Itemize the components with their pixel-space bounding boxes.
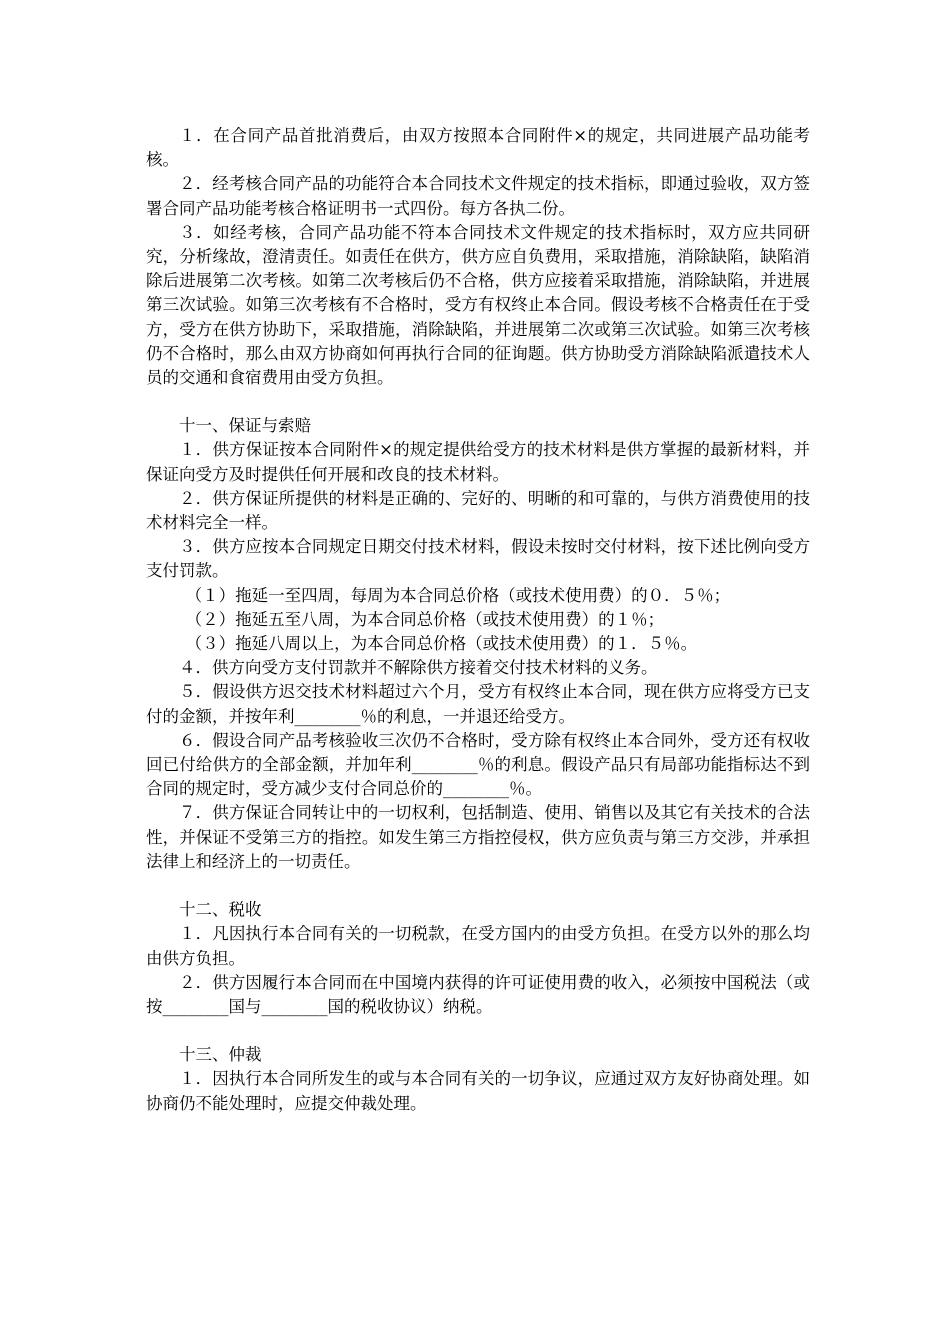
paragraph: ４．供方向受方支付罚款并不解除供方接着交付技术材料的义务。 bbox=[179, 658, 658, 678]
sub-item: （３）拖延八周以上，为本合同总价格（或技术使用费）的１．５％。 bbox=[185, 634, 698, 654]
document-page bbox=[146, 124, 810, 1116]
section-heading-arbitration: 十三、仲裁 bbox=[179, 1045, 262, 1065]
section-heading-tax: 十二、税收 bbox=[179, 900, 262, 920]
paragraph: １．在合同产品首批消费后，由双方按照本合同附件×的规定，共同进展产品功能考核。 bbox=[146, 126, 810, 170]
paragraph: ２．经考核合同产品的功能符合本合同技术文件规定的技术指标，即通过验收，双方签署合同产品功能考核合格证明书一式四份。每方各执二份。 bbox=[146, 174, 810, 218]
paragraph: ６．假设合同产品考核验收三次仍不合格时，受方除有权终止本合同外，受方还有权收回已付给供方的全部金额，并加年利________％的利息。假设产品只有局部功能指标达不到合同的规定时，受方减少支付合同总价的________％。 bbox=[146, 730, 810, 799]
paragraph: １．供方保证按本合同附件×的规定提供给受方的技术材料是供方掌握的最新材料，并保证向受方及时提供任何开展和改良的技术材料。 bbox=[146, 440, 810, 484]
paragraph: １．因执行本合同所发生的或与本合同有关的一切争议，应通过双方友好协商处理。如协商仍不能处理时，应提交仲裁处理。 bbox=[146, 1069, 810, 1113]
paragraph: ５．假设供方迟交技术材料超过六个月，受方有权终止本合同，现在供方应将受方已支付的金额，并按年利________％的利息，一并退还给受方。 bbox=[146, 682, 810, 726]
paragraph: １．凡因执行本合同有关的一切税款，在受方国内的由受方负担。在受方以外的那么均由供方负担。 bbox=[146, 924, 810, 968]
paragraph: ２．供方因履行本合同而在中国境内获得的许可证使用费的收入，必须按中国税法（或按________国与________国的税收协议）纳税。 bbox=[146, 972, 810, 1016]
paragraph: ７．供方保证合同转让中的一切权利，包括制造、使用、销售以及其它有关技术的合法性，并保证不受第三方的指控。如发生第三方指控侵权，供方应负责与第三方交涉，并承担法律上和经济上的一切责任。 bbox=[146, 803, 810, 871]
sub-item: （１）拖延一至四周，每周为本合同总价格（或技术使用费）的０．５％； bbox=[185, 585, 731, 605]
sub-item: （２）拖延五至八周，为本合同总价格（或技术使用费）的１％； bbox=[185, 609, 665, 629]
paragraph: ３．如经考核，合同产品功能不符本合同技术文件规定的技术指标时，双方应共同研究，分析缘故，澄清责任。如责任在供方，供方应自负费用，采取措施，消除缺陷，缺陷消除后进展第二次考核。如第二次考核后仍不合格，供方应接着采取措施，消除缺陷，并进展第三次试验。如第三次考核有不合格时，受方有权终止本合同。假设考核不合格责任在于受方，受方在供方协助下，采取措施，消除缺陷，并进展第二次或第三次试验。如第三次考核仍不合格时，那么由双方协商如何再执行合同的征询题。供方协助受方消除缺陷派遣技术人员的交通和食宿费用由受方负担。 bbox=[146, 222, 810, 388]
paragraph: ２．供方保证所提供的材料是正确的、完好的、明晰的和可靠的，与供方消费使用的技术材料完全一样。 bbox=[146, 488, 810, 533]
paragraph: ３．供方应按本合同规定日期交付技术材料，假设未按时交付材料，按下述比例向受方支付罚款。 bbox=[146, 537, 810, 581]
section-heading-warranty: 十一、保证与索赔 bbox=[179, 416, 311, 436]
